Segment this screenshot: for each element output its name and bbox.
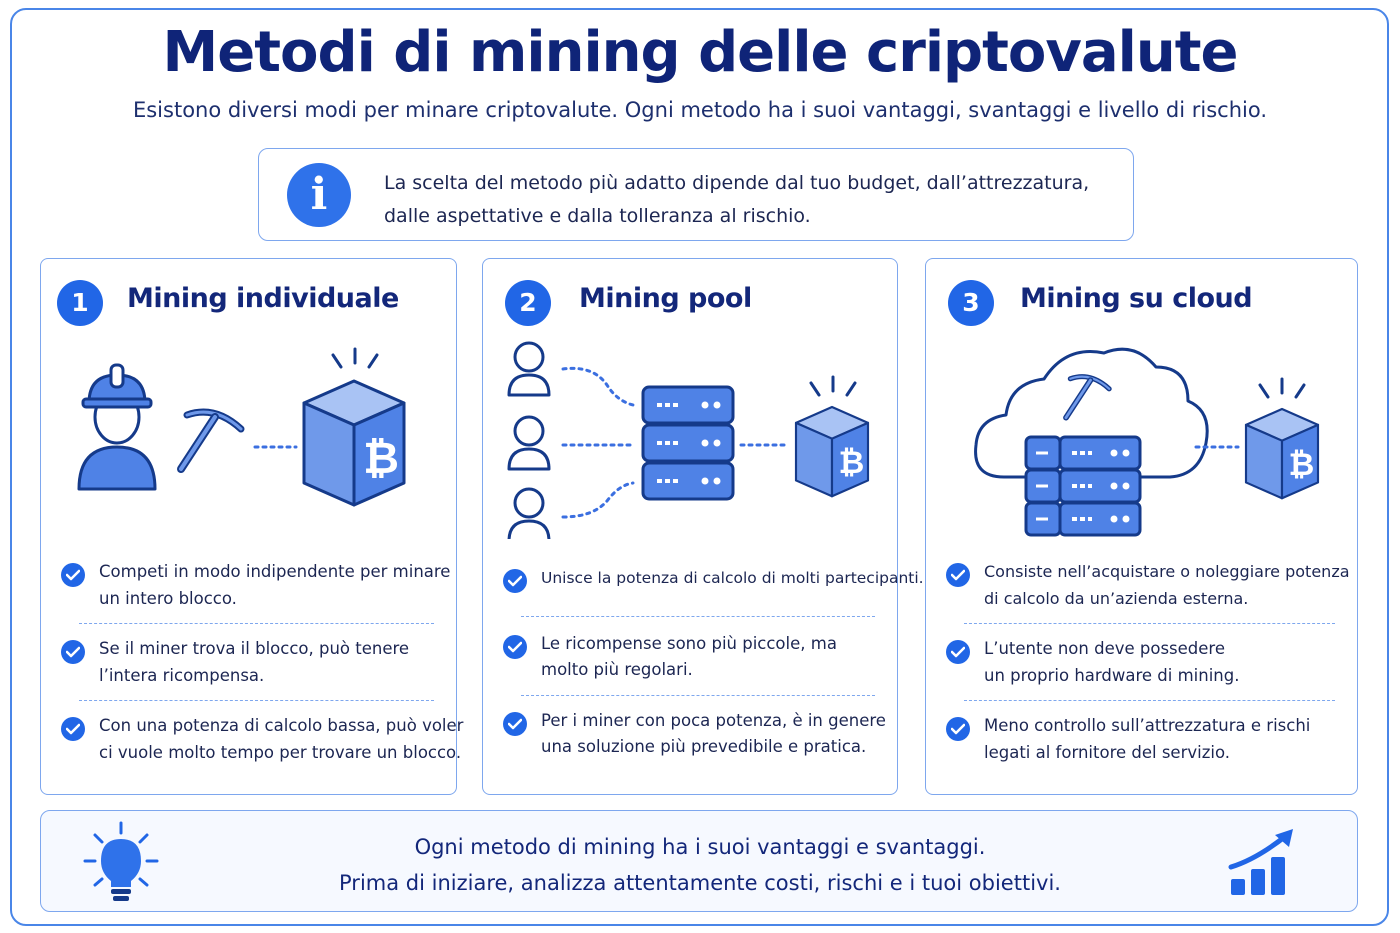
list-item [61, 636, 434, 689]
bullet-text: legati al fornitore del servizio. [984, 742, 1231, 762]
bullet-text: Unisce la potenza di calcolo di molti partecipanti. [541, 569, 924, 587]
bullet-text: un proprio hardware di mining. [984, 665, 1240, 685]
user-icon [509, 417, 549, 469]
sparkle-rays-icon [333, 349, 377, 367]
step-number-badge: 1 [57, 280, 103, 326]
miner-icon [79, 365, 155, 489]
sparkle-rays-icon [811, 377, 855, 395]
bullet-text: di calcolo da un’azienda esterna. [984, 588, 1249, 608]
bullet-text: una soluzione più prevedibile e pratica. [541, 737, 867, 756]
bullet-text: l’intera ricompensa. [99, 665, 265, 685]
divider [79, 623, 434, 624]
bullet-text: Se il miner trova il blocco, può tenere [99, 639, 410, 658]
bullet-text: Competi in modo indipendente per minare [99, 562, 451, 581]
bullet-text: un intero blocco. [99, 588, 237, 608]
card-title: Mining pool [579, 283, 752, 314]
step-number-badge: 3 [948, 280, 994, 326]
check-icon [61, 717, 85, 741]
summary-callout [40, 810, 1358, 912]
connector-line [563, 483, 633, 517]
check-icon [946, 640, 970, 664]
page-title: Metodi di mining delle criptovalute [162, 20, 1238, 85]
list-item [946, 559, 1350, 612]
bullet-text: Meno controllo sull’attrezzatura e rischi [984, 716, 1311, 735]
method-card-cloud [925, 258, 1358, 795]
bullet-text: Le ricompense sono più piccole, ma [541, 633, 837, 653]
divider [964, 700, 1335, 701]
bullet-text: molto più regolari. [541, 660, 693, 679]
server-icon [643, 387, 733, 499]
list-item [61, 713, 464, 766]
divider [521, 616, 875, 617]
info-line: La scelta del metodo più adatto dipende dal tuo budget, dall’attrezzatura, [384, 172, 1090, 194]
summary-text [41, 829, 1359, 901]
check-icon [61, 640, 85, 664]
bullet-text: Con una potenza di calcolo bassa, può voler [99, 716, 464, 735]
list-item [503, 708, 886, 761]
bullet-text: ci vuole molto tempo per trovare un blocco. [99, 742, 462, 762]
info-line: dalle aspettative e dalla tolleranza al rischio. [384, 205, 811, 227]
divider [964, 623, 1335, 624]
bullet-list [946, 559, 1350, 766]
connector-line [563, 368, 633, 405]
check-icon [503, 712, 527, 736]
pickaxe-icon [181, 412, 241, 469]
step-number-badge: 2 [505, 280, 551, 326]
list-item [61, 559, 451, 612]
bullet-text: Consiste nell’acquistare o noleggiare potenza [984, 562, 1350, 581]
page-subtitle: Esistono diversi modi per minare criptovalute. Ogni metodo ha i suoi vantaggi, svantaggi e livello di rischio. [132, 98, 1268, 122]
method-card-pool [482, 258, 924, 795]
summary-line: Ogni metodo di mining ha i suoi vantaggi e svantaggi. [414, 835, 986, 859]
list-item [503, 565, 924, 592]
bullet-list [503, 565, 924, 761]
illustration-individual [41, 339, 458, 509]
growth-chart-icon [1227, 827, 1299, 899]
check-icon [503, 569, 527, 593]
info-callout [258, 148, 1134, 241]
divider [79, 700, 434, 701]
check-icon [946, 563, 970, 587]
bitcoin-block-icon [304, 381, 404, 505]
bullet-text: L’utente non deve possedere [984, 639, 1225, 658]
bullet-list [61, 559, 464, 766]
divider [521, 695, 875, 696]
bullet-text: Per i miner con poca potenza, è in genere [541, 710, 886, 730]
server-icon [1026, 437, 1140, 535]
card-title: Mining individuale [127, 283, 399, 314]
card-title: Mining su cloud [1020, 283, 1253, 314]
check-icon [61, 563, 85, 587]
user-icon [509, 489, 549, 539]
sparkle-rays-icon [1260, 379, 1304, 397]
bitcoin-block-icon [796, 407, 868, 496]
list-item [503, 631, 875, 684]
list-item [946, 636, 1335, 689]
user-icon [509, 343, 549, 395]
info-icon: i [287, 163, 351, 227]
method-card-individual [40, 258, 464, 795]
summary-line: Prima di iniziare, analizza attentamente costi, rischi e i tuoi obiettivi. [339, 871, 1061, 895]
list-item [946, 713, 1335, 766]
bitcoin-block-icon [1246, 409, 1318, 498]
check-icon [503, 635, 527, 659]
check-icon [946, 717, 970, 741]
illustration-cloud [926, 339, 1359, 539]
info-text [384, 167, 1114, 233]
illustration-pool [483, 339, 899, 539]
